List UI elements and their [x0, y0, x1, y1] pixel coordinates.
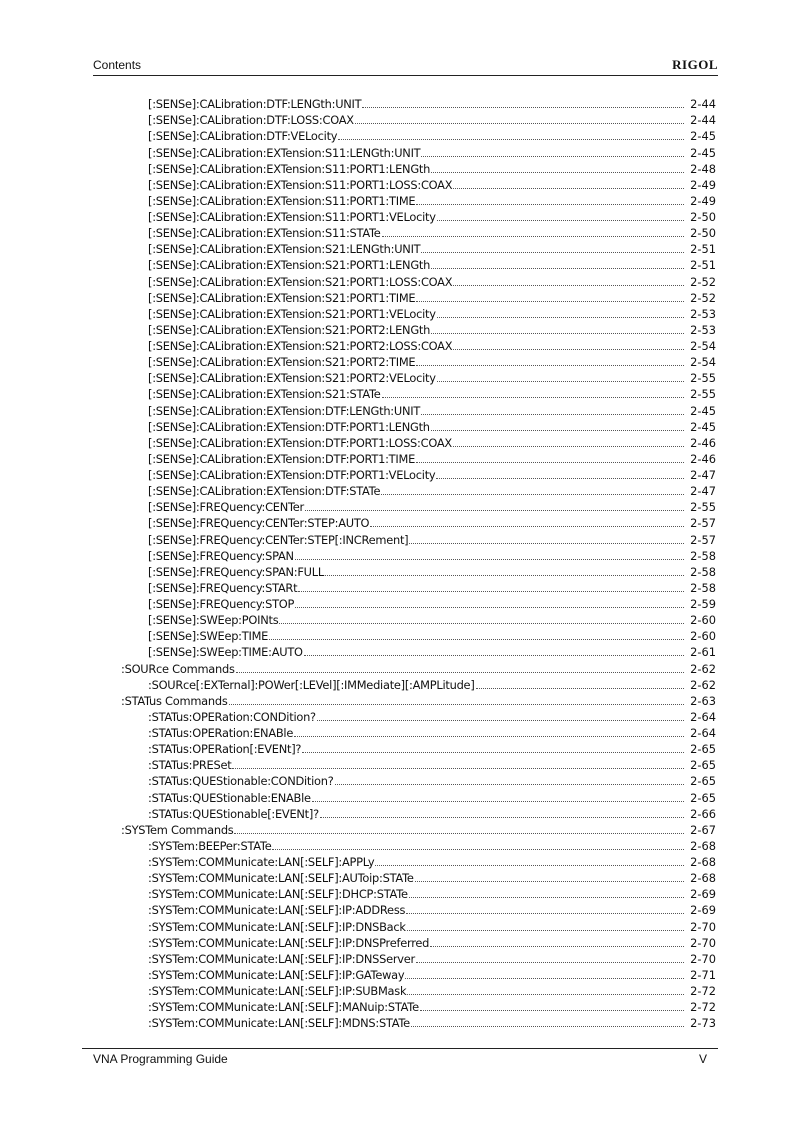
toc-entry-title[interactable]: :SOURce[:EXTernal]:POWer[:LEVel][:IMMediate][:AMPLitude]: [148, 677, 475, 692]
toc-entry-title[interactable]: :SYSTem:COMMunicate:LAN[:SELF]:IP:DNSBack: [148, 919, 406, 934]
dot-leader: [431, 172, 684, 173]
toc-entry[interactable]: [0, 498, 793, 514]
dot-leader: [312, 801, 684, 802]
toc-entry[interactable]: [0, 547, 793, 563]
toc-entry-page[interactable]: 2-49: [690, 177, 716, 192]
toc-entry-title[interactable]: :STATus:QUEStionable:ENABle: [148, 790, 311, 805]
toc-entry-title[interactable]: :STATus:OPERation:ENABle: [148, 726, 294, 740]
toc-entry[interactable]: [0, 434, 793, 450]
dot-leader: [382, 236, 684, 237]
toc-entry-page[interactable]: 2-62: [690, 677, 716, 692]
dot-leader: [416, 365, 684, 366]
toc-entry[interactable]: [0, 127, 793, 143]
toc-entry-title[interactable]: :SOURce Commands: [121, 661, 235, 676]
toc-entry[interactable]: [0, 772, 793, 788]
toc-entry-page[interactable]: 2-65: [690, 790, 716, 805]
dot-leader: [409, 897, 684, 898]
toc-entry-title[interactable]: :SYSTem:COMMunicate:LAN[:SELF]:MANuip:STATe: [148, 1000, 419, 1015]
toc-entry-title[interactable]: [:SENSe]:CALibration:EXTension:S11:PORT1:TIME: [148, 193, 416, 208]
dot-leader: [409, 543, 684, 544]
dot-leader: [436, 478, 684, 479]
dot-leader: [453, 349, 684, 350]
dot-leader: [437, 317, 684, 318]
toc-entry[interactable]: [0, 676, 793, 692]
toc-entry-page[interactable]: 2-65: [690, 758, 716, 773]
toc-entry-title[interactable]: [:SENSe]:CALibration:EXTension:DTF:PORT1:VELocity: [148, 468, 436, 482]
dot-leader: [411, 1026, 684, 1027]
dot-leader: [375, 865, 684, 866]
toc-entry-title[interactable]: :SYSTem:BEEPer:STATe: [148, 838, 272, 853]
toc-entry[interactable]: [0, 724, 793, 740]
toc-entry-title[interactable]: [:SENSe]:CALibration:EXTension:S11:PORT1:VELocity: [148, 210, 436, 224]
toc-entry-title[interactable]: :SYSTem:COMMunicate:LAN[:SELF]:DHCP:STATe: [148, 887, 408, 902]
dot-leader: [295, 559, 684, 560]
toc-entry-page[interactable]: 2-46: [690, 435, 716, 450]
dot-leader: [416, 204, 684, 205]
toc-entry-page[interactable]: 2-50: [690, 210, 716, 224]
toc-entry-title[interactable]: [:SENSe]:CALibration:EXTension:S11:PORT1:LENGth: [148, 161, 431, 176]
toc-entry-page[interactable]: 2-62: [690, 661, 716, 676]
toc-entry-page[interactable]: 2-60: [690, 613, 716, 628]
toc-entry-page[interactable]: 2-45: [690, 129, 716, 144]
dot-leader: [317, 720, 684, 721]
footer-document-title: VNA Programming Guide: [93, 1052, 228, 1066]
toc-entry-title[interactable]: [:SENSe]:FREQuency:CENTer:STEP:AUTO: [148, 516, 370, 531]
toc-entry-page[interactable]: 2-45: [690, 419, 716, 434]
footer-page-number: V: [698, 1052, 707, 1066]
toc-entry-page[interactable]: 2-64: [690, 726, 716, 740]
toc-entry-page[interactable]: 2-55: [690, 500, 716, 515]
dot-leader: [381, 494, 684, 495]
toc-entry[interactable]: [0, 1014, 793, 1030]
dot-leader: [320, 817, 684, 818]
toc-entry-page[interactable]: 2-48: [690, 161, 716, 176]
dot-leader: [476, 688, 684, 689]
toc-entry[interactable]: [0, 885, 793, 901]
toc-entry-page[interactable]: 2-71: [690, 967, 716, 982]
dot-leader: [416, 962, 684, 963]
toc-entry[interactable]: [0, 740, 793, 756]
dot-leader: [382, 397, 684, 398]
dot-leader: [407, 994, 684, 995]
toc-entry[interactable]: [0, 595, 793, 611]
dot-leader: [431, 268, 684, 269]
dot-leader: [335, 784, 684, 785]
toc-entry-page[interactable]: 2-69: [690, 903, 716, 918]
toc-section-entry[interactable]: [0, 821, 793, 837]
dot-leader: [370, 526, 684, 527]
toc-entry[interactable]: [0, 176, 793, 192]
dot-leader: [416, 462, 684, 463]
toc-entry[interactable]: [0, 627, 793, 643]
dot-leader: [437, 220, 684, 221]
toc-entry[interactable]: [0, 466, 793, 482]
toc-entry[interactable]: [0, 514, 793, 530]
toc-entry-title[interactable]: :SYSTem:COMMunicate:LAN[:SELF]:AUToip:STATe: [148, 871, 414, 886]
dot-leader: [421, 156, 684, 157]
toc-entry-title[interactable]: [:SENSe]:CALibration:EXTension:S21:PORT2:TIME: [148, 355, 416, 370]
toc-entry-title[interactable]: :SYSTem:COMMunicate:LAN[:SELF]:IP:ADDRess: [148, 903, 406, 918]
toc-entry-title[interactable]: [:SENSe]:CALibration:EXTension:DTF:PORT1:LENGth: [148, 419, 430, 434]
toc-entry-page[interactable]: 2-54: [690, 339, 716, 353]
toc-entry-page[interactable]: 2-45: [690, 403, 716, 418]
toc-entry-title[interactable]: [:SENSe]:FREQuency:CENTer:STEP[:INCRement]: [148, 532, 409, 547]
toc-entry[interactable]: [0, 95, 793, 111]
dot-leader: [437, 381, 684, 382]
toc-entry-title[interactable]: [:SENSe]:CALibration:EXTension:DTF:STATe: [148, 484, 381, 499]
toc-entry-page[interactable]: 2-51: [690, 258, 716, 273]
toc-entry-page[interactable]: 2-65: [690, 774, 716, 789]
toc-entry-page[interactable]: 2-53: [690, 322, 716, 337]
toc-entry-page[interactable]: 2-57: [690, 516, 716, 531]
toc-entry-page[interactable]: 2-63: [690, 693, 716, 708]
toc-section-entry[interactable]: [0, 659, 793, 675]
toc-entry-title[interactable]: :SYSTem:COMMunicate:LAN[:SELF]:MDNS:STATe: [148, 1016, 410, 1031]
toc-entry[interactable]: [0, 805, 793, 821]
toc-entry-title[interactable]: :STATus:OPERation[:EVENt]?: [148, 742, 302, 757]
toc-entry-page[interactable]: 2-64: [690, 709, 716, 724]
toc-entry-page[interactable]: 2-73: [690, 1016, 716, 1031]
toc-entry[interactable]: [0, 240, 793, 256]
toc-entry-page[interactable]: 2-57: [690, 532, 716, 547]
toc-entry-title[interactable]: :STATus:OPERation:CONDition?: [148, 709, 316, 724]
toc-entry[interactable]: [0, 208, 793, 224]
toc-entry[interactable]: [0, 321, 793, 337]
toc-entry[interactable]: [0, 272, 793, 288]
dot-leader: [272, 849, 684, 850]
toc-entry[interactable]: [0, 143, 793, 159]
toc-entry-page[interactable]: 2-47: [690, 484, 716, 499]
toc-entry-page[interactable]: 2-66: [690, 806, 716, 821]
toc-entry-page[interactable]: 2-72: [690, 1000, 716, 1015]
toc-entry-page[interactable]: 2-53: [690, 306, 716, 321]
toc-entry-title[interactable]: [:SENSe]:CALibration:EXTension:S21:PORT1:LENGth: [148, 258, 431, 273]
toc-entry-title[interactable]: [:SENSe]:SWEep:TIME:AUTO: [148, 645, 303, 660]
toc-entry-page[interactable]: 2-52: [690, 290, 716, 305]
dot-leader: [430, 946, 684, 947]
toc-entry-title[interactable]: :STATus Commands: [121, 693, 228, 708]
dot-leader: [406, 913, 684, 914]
dot-leader: [234, 833, 684, 834]
toc-entry[interactable]: [0, 966, 793, 982]
toc-entry-page[interactable]: 2-68: [690, 871, 716, 886]
toc-entry-page[interactable]: 2-52: [690, 274, 716, 289]
toc-entry-page[interactable]: 2-58: [690, 548, 716, 563]
toc-entry[interactable]: [0, 853, 793, 869]
toc-entry[interactable]: [0, 643, 793, 659]
toc-entry-title[interactable]: :STATus:QUEStionable[:EVENt]?: [148, 806, 319, 821]
dot-leader: [453, 285, 684, 286]
toc-entry-page[interactable]: 2-49: [690, 193, 716, 208]
dot-leader: [302, 752, 684, 753]
dot-leader: [338, 139, 684, 140]
toc-entry-title[interactable]: [:SENSe]:CALibration:EXTension:S21:PORT2:LENGth: [148, 322, 431, 337]
toc-entry[interactable]: [0, 837, 793, 853]
toc-entry[interactable]: [0, 289, 793, 305]
toc-entry-page[interactable]: 2-70: [690, 919, 716, 934]
toc-entry-page[interactable]: 2-60: [690, 629, 716, 644]
toc-entry-title[interactable]: :STATus:PRESet: [148, 758, 232, 773]
toc-entry-page[interactable]: 2-55: [690, 387, 716, 402]
toc-entry-title[interactable]: :SYSTem Commands: [121, 822, 234, 837]
dot-leader: [416, 301, 684, 302]
dot-leader: [431, 430, 684, 431]
toc-entry-title[interactable]: [:SENSe]:CALibration:EXTension:S11:STATe: [148, 226, 381, 241]
page-footer: [93, 1052, 707, 1070]
toc-entry[interactable]: [0, 901, 793, 917]
toc-entry-page[interactable]: 2-44: [690, 113, 716, 128]
toc-entry[interactable]: [0, 305, 793, 321]
toc-entry-title[interactable]: [:SENSe]:CALibration:EXTension:S11:PORT1:LOSS:COAX: [148, 177, 453, 192]
toc-entry-title[interactable]: [:SENSe]:SWEep:TIME: [148, 629, 269, 644]
toc-entry-title[interactable]: [:SENSe]:CALibration:EXTension:DTF:LENGth:UNIT: [148, 403, 421, 418]
toc-entry-title[interactable]: :SYSTem:COMMunicate:LAN[:SELF]:IP:GATeway: [148, 967, 405, 982]
dot-leader: [304, 655, 684, 656]
toc-entry-page[interactable]: 2-59: [690, 597, 716, 611]
toc-entry-title[interactable]: [:SENSe]:CALibration:EXTension:S21:PORT1:LOSS:COAX: [148, 274, 453, 289]
toc-entry-page[interactable]: 2-58: [690, 580, 716, 595]
toc-entry-title[interactable]: [:SENSe]:CALibration:EXTension:S21:PORT2:LOSS:COAX: [148, 339, 453, 353]
dot-leader: [236, 672, 684, 673]
toc-entry[interactable]: [0, 998, 793, 1014]
dot-leader: [407, 930, 684, 931]
toc-entry-page[interactable]: 2-70: [690, 935, 716, 950]
toc-entry[interactable]: [0, 369, 793, 385]
toc-entry-title[interactable]: :SYSTem:COMMunicate:LAN[:SELF]:IP:DNSPreferred: [148, 935, 430, 950]
toc-entry[interactable]: [0, 192, 793, 208]
toc-entry-title[interactable]: [:SENSe]:FREQuency:SPAN:FULL: [148, 564, 324, 579]
dot-leader: [421, 252, 684, 253]
toc-entry[interactable]: [0, 385, 793, 401]
toc-entry[interactable]: [0, 563, 793, 579]
toc-entry[interactable]: [0, 934, 793, 950]
dot-leader: [405, 978, 684, 979]
toc-entry-page[interactable]: 2-70: [690, 951, 716, 966]
dot-leader: [415, 881, 684, 882]
toc-entry-page[interactable]: 2-51: [690, 242, 716, 257]
toc-entry-page[interactable]: 2-69: [690, 887, 716, 902]
toc-entry[interactable]: [0, 611, 793, 627]
toc-entry-title[interactable]: [:SENSe]:CALibration:EXTension:DTF:PORT1:LOSS:COAX: [148, 435, 452, 450]
toc-entry-title[interactable]: [:SENSe]:CALibration:EXTension:DTF:PORT1:TIME: [148, 451, 416, 466]
toc-entry-title[interactable]: [:SENSe]:FREQuency:SPAN: [148, 548, 294, 563]
toc-entry-title[interactable]: [:SENSe]:CALibration:EXTension:S21:PORT2:VELocity: [148, 371, 436, 386]
toc-entry-title[interactable]: :STATus:QUEStionable:CONDition?: [148, 774, 334, 789]
dot-leader: [229, 704, 684, 705]
toc-entry-title[interactable]: [:SENSe]:FREQuency:STARt: [148, 580, 298, 595]
toc-entry-title[interactable]: [:SENSe]:CALibration:DTF:VELocity: [148, 129, 338, 144]
toc-entry-page[interactable]: 2-58: [690, 564, 716, 579]
dot-leader: [279, 623, 684, 624]
toc-entry-title[interactable]: [:SENSe]:CALibration:EXTension:S21:LENGth:UNIT: [148, 242, 421, 257]
dot-leader: [269, 639, 684, 640]
toc-entry-page[interactable]: 2-46: [690, 451, 716, 466]
toc-entry-page[interactable]: 2-50: [690, 226, 716, 241]
toc-entry-title[interactable]: :SYSTem:COMMunicate:LAN[:SELF]:APPLy: [148, 855, 375, 869]
toc-entry[interactable]: [0, 482, 793, 498]
toc-entry[interactable]: [0, 917, 793, 933]
dot-leader: [294, 736, 684, 737]
toc-entry[interactable]: [0, 869, 793, 885]
toc-entry-page[interactable]: 2-45: [690, 145, 716, 160]
toc-entry-page[interactable]: 2-67: [690, 822, 716, 837]
toc-entry-page[interactable]: 2-65: [690, 742, 716, 757]
toc-entry-page[interactable]: 2-54: [690, 355, 716, 370]
toc-entry[interactable]: [0, 579, 793, 595]
dot-leader: [305, 510, 684, 511]
toc-entry-page[interactable]: 2-47: [690, 468, 716, 482]
toc-entry[interactable]: [0, 708, 793, 724]
dot-leader: [362, 107, 684, 108]
toc-entry-title[interactable]: :SYSTem:COMMunicate:LAN[:SELF]:IP:DNSServer: [148, 951, 415, 966]
dot-leader: [453, 188, 684, 189]
toc-entry-title[interactable]: [:SENSe]:CALibration:EXTension:S21:PORT1:VELocity: [148, 306, 436, 321]
toc-entry[interactable]: [0, 224, 793, 240]
footer-divider: [82, 1048, 718, 1049]
toc-entry-page[interactable]: 2-68: [690, 838, 716, 853]
toc-entry-title[interactable]: [:SENSe]:SWEep:POINts: [148, 613, 279, 628]
toc-entry-title[interactable]: [:SENSe]:CALibration:DTF:LOSS:COAX: [148, 113, 354, 128]
toc-entry[interactable]: [0, 111, 793, 127]
toc-entry-page[interactable]: 2-44: [690, 97, 716, 112]
dot-leader: [431, 333, 684, 334]
toc-entry[interactable]: [0, 401, 793, 417]
dot-leader: [453, 446, 684, 447]
toc-entry[interactable]: [0, 337, 793, 353]
header-section-title: Contents: [93, 58, 142, 72]
toc-entry-title[interactable]: [:SENSe]:CALibration:EXTension:S21:PORT1:TIME: [148, 290, 416, 305]
toc-entry[interactable]: [0, 450, 793, 466]
table-of-contents: [0, 95, 793, 1030]
toc-entry[interactable]: [0, 530, 793, 546]
toc-entry[interactable]: [0, 788, 793, 804]
toc-entry[interactable]: [0, 160, 793, 176]
toc-entry-title[interactable]: [:SENSe]:CALibration:DTF:LENGth:UNIT: [148, 97, 362, 112]
toc-entry[interactable]: [0, 256, 793, 272]
toc-entry-page[interactable]: 2-68: [690, 855, 716, 869]
toc-entry-title[interactable]: [:SENSe]:CALibration:EXTension:S21:STATe: [148, 387, 381, 402]
header-divider: [93, 75, 718, 76]
toc-entry-title[interactable]: :SYSTem:COMMunicate:LAN[:SELF]:IP:SUBMask: [148, 984, 407, 998]
toc-entry-page[interactable]: 2-55: [690, 371, 716, 386]
dot-leader: [355, 123, 684, 124]
page-header: [93, 58, 718, 75]
dot-leader: [295, 607, 684, 608]
dot-leader: [420, 1010, 684, 1011]
toc-entry[interactable]: [0, 418, 793, 434]
toc-entry[interactable]: [0, 756, 793, 772]
toc-entry[interactable]: [0, 353, 793, 369]
dot-leader: [298, 591, 684, 592]
dot-leader: [421, 414, 684, 415]
toc-entry-page[interactable]: 2-72: [690, 984, 716, 998]
toc-entry-title[interactable]: [:SENSe]:FREQuency:STOP: [148, 597, 295, 611]
dot-leader: [325, 575, 684, 576]
toc-entry[interactable]: [0, 982, 793, 998]
toc-entry-page[interactable]: 2-61: [690, 645, 716, 660]
dot-leader: [232, 768, 684, 769]
brand-logo: RIGOL: [672, 57, 718, 72]
toc-entry[interactable]: [0, 950, 793, 966]
toc-entry-title[interactable]: [:SENSe]:FREQuency:CENTer: [148, 500, 304, 515]
toc-section-entry[interactable]: [0, 692, 793, 708]
toc-entry-title[interactable]: [:SENSe]:CALibration:EXTension:S11:LENGth:UNIT: [148, 145, 421, 160]
